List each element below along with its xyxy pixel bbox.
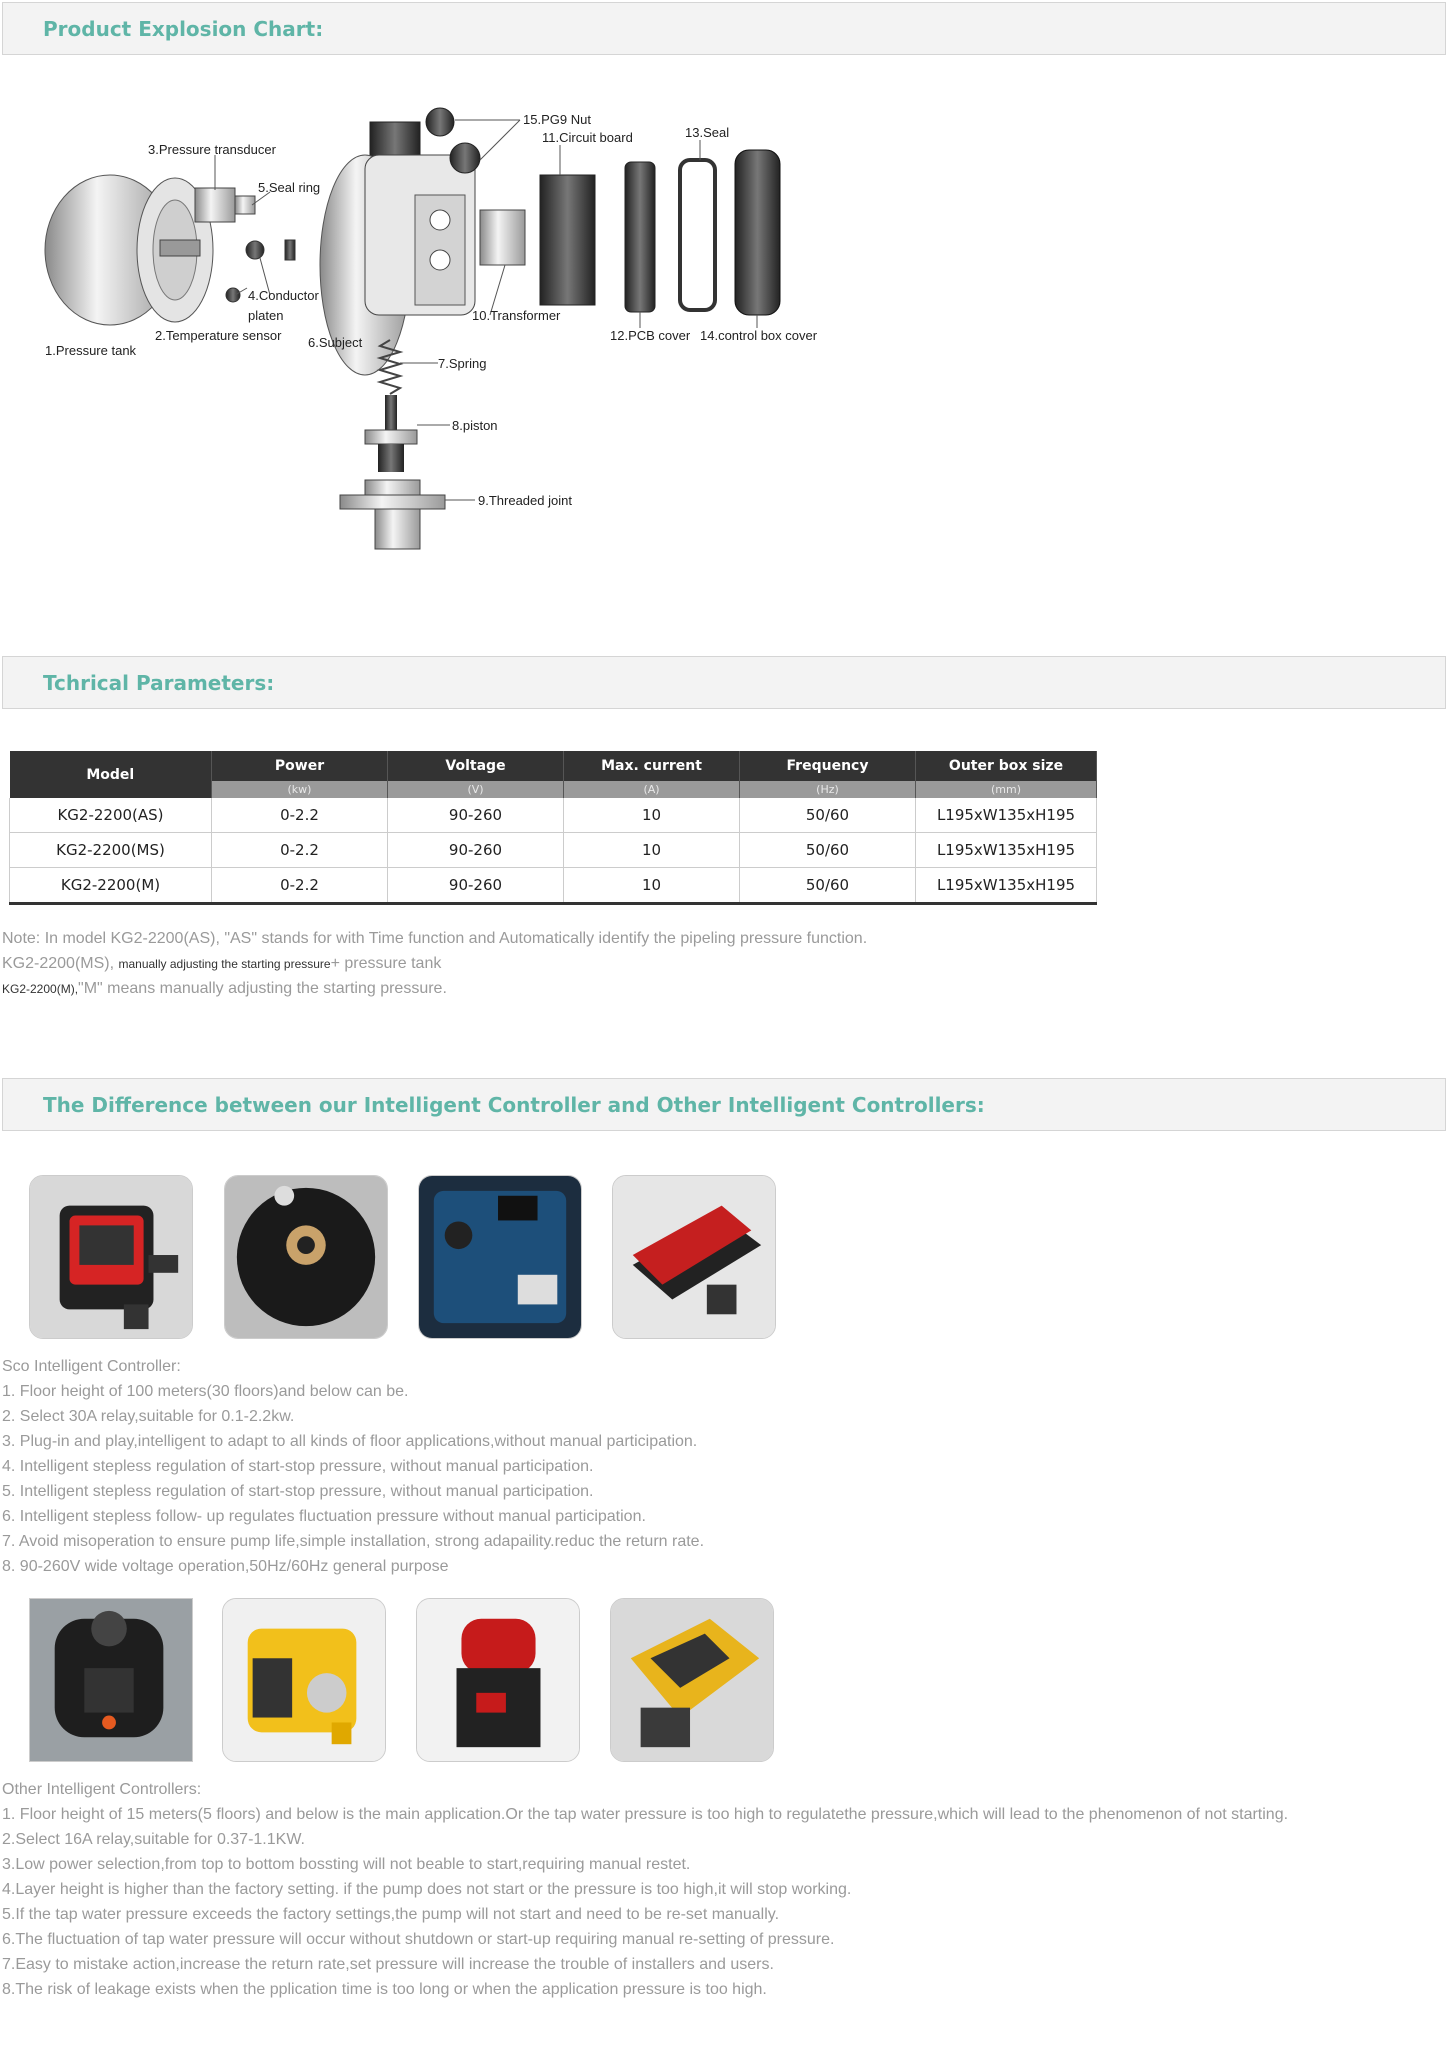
sco-controller-photo-4 [612,1175,776,1339]
list-item: 2. Select 30A relay,suitable for 0.1-2.2kw. [2,1408,295,1425]
section-title: Tchrical Parameters: [43,671,275,695]
cell-power: 0-2.2 [212,833,388,868]
cell-power: 0-2.2 [212,798,388,833]
label-pcb-cover: 12.PCB cover [610,328,691,343]
note-m-text: "M" means manually adjusting the starting pressure. [78,980,447,997]
cell-voltage: 90-260 [388,868,564,904]
section-header-explosion [2,2,1446,55]
pcb-cover-part [625,162,655,312]
label-conductor: 4.Conductor [248,288,319,303]
label-subject: 6.Subject [308,335,363,350]
note-line-2 [2,955,441,973]
table-row [10,833,1097,868]
section-header-difference [2,1078,1446,1131]
list-item: 2.Select 16A relay,suitable for 0.37-1.1KW. [2,1831,305,1848]
header-voltage: Voltage [388,751,564,781]
unit-voltage: (V) [388,781,564,798]
cell-model: KG2-2200(MS) [10,833,212,868]
unit-power: (kw) [212,781,388,798]
sco-controller-photo-3 [418,1175,582,1339]
table-row [10,798,1097,833]
transformer-part [480,210,525,265]
table-row [10,868,1097,904]
seal-ring-part [246,241,264,259]
list-item: 1. Floor height of 100 meters(30 floors)and below can be. [2,1383,409,1400]
cell-frequency: 50/60 [740,868,916,904]
note-model-ms: KG2-2200(MS), [2,955,119,972]
label-spring: 7.Spring [438,356,487,371]
list-item: 7. Avoid misoperation to ensure pump life,simple installation, strong adapaility.reduc the return rate. [2,1533,705,1550]
label-seal: 13.Seal [685,125,730,140]
list-item: 4. Intelligent stepless regulation of start-stop pressure, without manual participation. [2,1458,594,1475]
cell-current: 10 [564,798,740,833]
cell-voltage: 90-260 [388,833,564,868]
cell-frequency: 50/60 [740,798,916,833]
threaded-joint-part [340,480,445,549]
label-pg9-nut: 15.PG9 Nut [523,112,591,127]
header-frequency: Frequency [740,751,916,781]
cell-size: L195xW135xH195 [916,833,1097,868]
header-model: Model [10,751,212,798]
unit-size: (mm) [916,781,1097,798]
other-controller-photo-4 [610,1598,774,1762]
list-item: 1. Floor height of 15 meters(5 floors) and below is the main application.Or the tap water pressure is too high to regulatethe pressure,which will lead to the phenomenon of not starting. [2,1806,1289,1823]
sco-controller-photo-2 [224,1175,388,1339]
other-controller-photo-3 [416,1598,580,1762]
circuit-board-part [540,175,595,305]
cell-frequency: 50/60 [740,833,916,868]
list-item: 3.Low power selection,from top to bottom bossting will not beable to start,requiring manual restet. [2,1856,691,1873]
sco-feature-list [2,1354,704,1579]
cell-power: 0-2.2 [212,868,388,904]
cell-current: 10 [564,868,740,904]
label-conductor-platen: platen [248,308,284,323]
list-item: 5. Intelligent stepless regulation of start-stop pressure, without manual participation. [2,1483,594,1500]
note-line-3 [2,980,447,998]
note-model-m: KG2-2200(M), [2,982,79,996]
seal-ring-small-part [285,240,295,260]
label-pressure-transducer: 3.Pressure transducer [148,142,276,157]
list-item: 8. 90-260V wide voltage operation,50Hz/60Hz general purpose [2,1558,449,1575]
cell-current: 10 [564,833,740,868]
header-size: Outer box size [916,751,1097,781]
list-item: 6. Intelligent stepless follow- up regulates fluctuation pressure without manual participation. [2,1508,646,1525]
cell-size: L195xW135xH195 [916,868,1097,904]
control-box-cover-part [735,150,780,315]
cell-model: KG2-2200(AS) [10,798,212,833]
list-item: 8.The risk of leakage exists when the pplication time is too long or when the application pressure is too high. [2,1981,767,1998]
other-controller-photo-2 [222,1598,386,1762]
other-controller-photo-1 [29,1598,193,1762]
header-current: Max. current [564,751,740,781]
piston-part [365,395,417,472]
label-piston: 8.piston [452,418,498,433]
cell-model: KG2-2200(M) [10,868,212,904]
explosion-chart [20,100,840,600]
note-ms-tank: + pressure tank [330,955,442,972]
cell-voltage: 90-260 [388,798,564,833]
list-item: 7.Easy to mistake action,increase the return rate,set pressure will increase the trouble of installers and users. [2,1956,774,1973]
label-transformer: 10.Transformer [472,308,561,323]
list-item: 6.The fluctuation of tap water pressure will occur without shutdown or start-up requiring manual re-setting of pressure. [2,1931,835,1948]
cell-size: L195xW135xH195 [916,798,1097,833]
other-heading: Other Intelligent Controllers: [2,1781,202,1798]
note-line-1: Note: In model KG2-2200(AS), "AS" stands for with Time function and Automatically identify the pipeling pressure function. [2,930,868,947]
label-temperature-sensor: 2.Temperature sensor [155,328,282,343]
label-threaded-joint: 9.Threaded joint [478,493,572,508]
seal-part [680,160,715,310]
section-header-params [2,656,1446,709]
list-item: 3. Plug-in and play,intelligent to adapt to all kinds of floor applications,without manual participation. [2,1433,698,1450]
parameters-table [9,751,1097,905]
header-power: Power [212,751,388,781]
list-item: 4.Layer height is higher than the factory setting. if the pump does not start or the pressure is too high,it will stop working. [2,1881,852,1898]
section-title: The Difference between our Intelligent Controller and Other Intelligent Controllers: [43,1093,985,1117]
other-feature-list [2,1777,1288,2002]
pressure-transducer-part [195,188,255,222]
label-pressure-tank: 1.Pressure tank [45,343,137,358]
conductor-platen-part [226,288,240,302]
sco-controller-photo-1 [29,1175,193,1339]
section-title: Product Explosion Chart: [43,17,324,41]
note-ms-small: manually adjusting the starting pressure [118,957,331,971]
label-circuit-board: 11.Circuit board [542,130,633,145]
unit-frequency: (Hz) [740,781,916,798]
list-item: 5.If the tap water pressure exceeds the factory settings,the pump will not start and need to be re-set manually. [2,1906,780,1923]
unit-current: (A) [564,781,740,798]
sco-heading: Sco Intelligent Controller: [2,1358,181,1375]
label-control-box-cover: 14.control box cover [700,328,818,343]
pressure-tank-part [45,175,213,325]
label-seal-ring: 5.Seal ring [258,180,321,195]
